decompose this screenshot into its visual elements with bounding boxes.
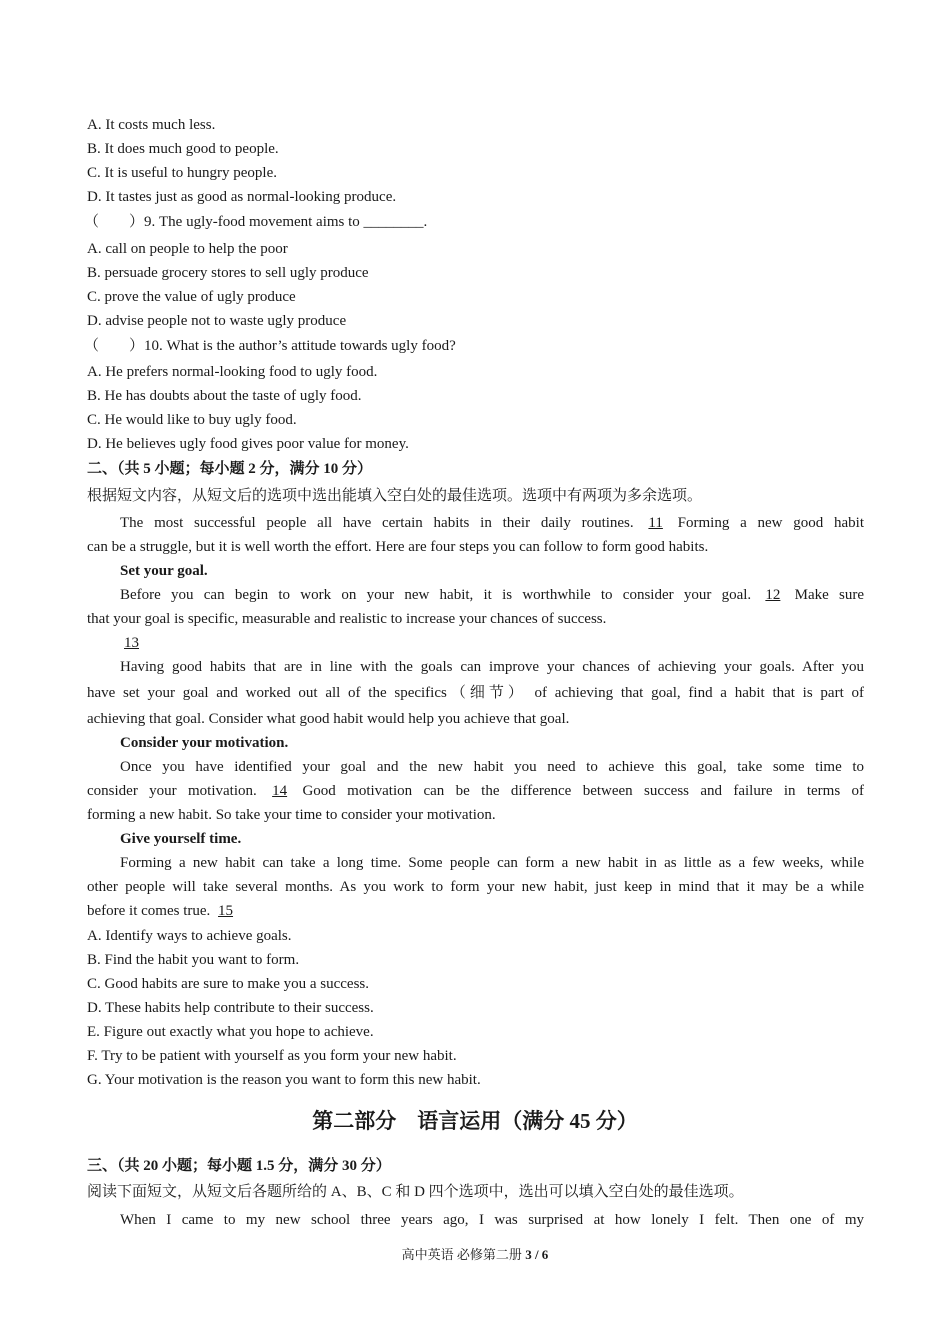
q9-stem: 9. The ugly-food movement aims to ________. bbox=[144, 214, 428, 230]
p4-line3: forming a new habit. So take your time to consider your motivation. bbox=[87, 807, 496, 823]
p5-line2: other people will take several months. As you work to form your new habit, just keep in mind that it may be a while bbox=[87, 879, 864, 895]
s2-option-f: F. Try to be patient with yourself as you form your new habit. bbox=[87, 1048, 457, 1064]
answer-paren: （ ） bbox=[84, 338, 145, 354]
subheading-set-goal: Set your goal. bbox=[120, 563, 208, 579]
p1-line2: can be a struggle, but it is well worth the effort. Here are four steps you can follow to form good habits. bbox=[87, 539, 709, 555]
section2-heading: 二、（共 5 小题；每小题 2 分，满分 10 分） bbox=[87, 461, 373, 477]
p4-line1: Once you have identified your goal and the new habit you need to achieve this goal, take some time to bbox=[120, 759, 864, 775]
p5-line1: Forming a new habit can take a long time. Some people can form a new habit in as little as a few weeks, while bbox=[120, 855, 864, 871]
s2-option-g: G. Your motivation is the reason you want to form this new habit. bbox=[87, 1072, 481, 1088]
p5-line3: before it comes true. 15 bbox=[87, 901, 864, 921]
blank-13-line bbox=[120, 633, 864, 653]
q10-stem: 10. What is the author’s attitude towards ugly food? bbox=[144, 338, 456, 354]
section3-heading: 三、（共 20 小题；每小题 1.5 分，满分 30 分） bbox=[87, 1158, 391, 1174]
q10-stem-line bbox=[84, 336, 861, 356]
s2-option-d: D. These habits help contribute to their success. bbox=[87, 1000, 374, 1016]
q9-option-d: D. advise people not to waste ugly produce bbox=[87, 313, 347, 329]
q9-option-c: C. prove the value of ugly produce bbox=[87, 289, 296, 305]
answer-paren: （ ） bbox=[84, 214, 145, 230]
q8-option-a: A. It costs much less. bbox=[87, 117, 216, 133]
q9-option-b: B. persuade grocery stores to sell ugly produce bbox=[87, 265, 369, 281]
s2-option-b: B. Find the habit you want to form. bbox=[87, 952, 300, 968]
p3-line2: have set your goal and worked out all of the specifics（细节） of achieving that goal, find a habit that is part of bbox=[87, 685, 864, 701]
s2-option-c: C. Good habits are sure to make you a success. bbox=[87, 976, 370, 992]
p2-line2: that your goal is specific, measurable and realistic to increase your chances of success. bbox=[87, 611, 607, 627]
p3-line3: achieving that goal. Consider what good habit would help you achieve that goal. bbox=[87, 711, 570, 727]
q10-option-b: B. He has doubts about the taste of ugly food. bbox=[87, 388, 362, 404]
subheading-motivation: Consider your motivation. bbox=[120, 735, 289, 751]
q10-option-a: A. He prefers normal-looking food to ugly food. bbox=[87, 364, 378, 380]
blank-12: 12 bbox=[765, 587, 781, 603]
section3-instruction: 阅读下面短文，从短文后各题所给的 A、B、C 和 D 四个选项中，选出可以填入空白处的最佳选项。 bbox=[87, 1184, 744, 1200]
q10-option-d: D. He believes ugly food gives poor value for money. bbox=[87, 436, 409, 452]
blank-15: 15 bbox=[218, 903, 234, 919]
q10-option-c: C. He would like to buy ugly food. bbox=[87, 412, 297, 428]
blank-13: 13 bbox=[124, 635, 139, 651]
q8-option-b: B. It does much good to people. bbox=[87, 141, 279, 157]
section2-instruction: 根据短文内容，从短文后的选项中选出能填入空白处的最佳选项。选项中有两项为多余选项。 bbox=[87, 488, 703, 504]
p2-line1: Before you can begin to work on your new habit, it is worthwhile to consider your goal. 12 Make sure bbox=[120, 587, 864, 603]
footer-text: 高中英语 必修第二册 bbox=[401, 1247, 526, 1262]
q9-option-a: A. call on people to help the poor bbox=[87, 241, 288, 257]
subheading-give-time: Give yourself time. bbox=[120, 831, 242, 847]
s2-option-a: A. Identify ways to achieve goals. bbox=[87, 928, 292, 944]
page-footer bbox=[0, 1246, 950, 1264]
p3-line1: Having good habits that are in line with the goals can improve your chances of achieving your goals. After you bbox=[120, 659, 864, 675]
part2-title: 第二部分 语言运用（满分 45 分） bbox=[312, 1109, 638, 1133]
s3-line1: When I came to my new school three years ago, I was surprised at how lonely I felt. Then one of my bbox=[120, 1212, 864, 1228]
q9-stem-line bbox=[84, 212, 861, 232]
blank-14: 14 bbox=[272, 783, 288, 799]
page-number: 3 / 6 bbox=[525, 1247, 549, 1262]
p4-line2: consider your motivation. 14 Good motivation can be the difference between success and failure in terms of bbox=[87, 783, 865, 799]
q8-option-c: C. It is useful to hungry people. bbox=[87, 165, 277, 181]
s2-option-e: E. Figure out exactly what you hope to achieve. bbox=[87, 1024, 374, 1040]
q8-option-d: D. It tastes just as good as normal-looking produce. bbox=[87, 189, 397, 205]
p1-line1: The most successful people all have certain habits in their daily routines. 11 Forming a new good habit bbox=[120, 515, 864, 531]
blank-11: 11 bbox=[648, 515, 663, 531]
